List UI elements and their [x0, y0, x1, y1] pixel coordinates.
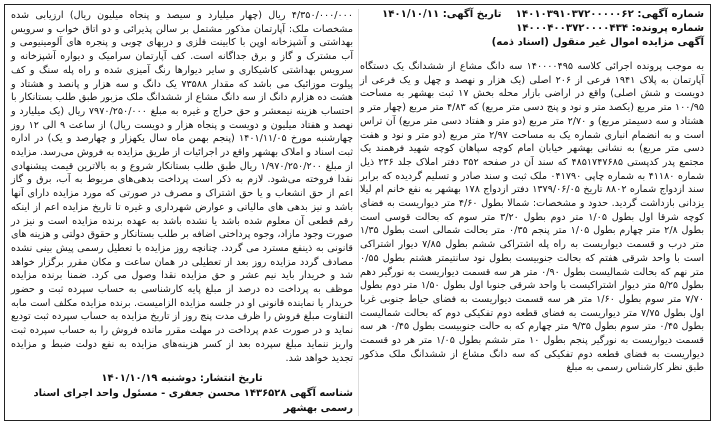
ad-number: ۱۴۰۱۰۳۹۱۰۳۷۲۰۰۰۰۰۶۲: [515, 9, 634, 20]
publish-date-label: تاریخ انتشار:: [199, 373, 263, 385]
auction-notice: [4, 4, 711, 421]
notice-header: [364, 8, 704, 50]
ad-date-label: تاریخ آگهی:: [442, 9, 502, 20]
right-column-text: به موجب پرونده اجرائی کلاسه ۱۴۰۰۰۰۴۹۵ سه دانگ مشاع از ششدانگ یک دستگاه آپارتمان به پلاک ۱۹۴۱ فرعی از ۲۰۶ اصلی (یک هزار و نهصد و چهل و یک فرعی از دویست و شش اصلی) واقع در اراضی بازار محله بخش ۱۷ ثبت بهشهر به مساحت ۱۰۰/۹۵ متر مربع (یکصد متر و نود و پنج دسی متر مربع) که ۴/۸۳ متر مربع (چهار متر و هشتاد و سه دسیمتر مربع) و ۲/۷۰ متر مربع (دو متر و هفتاد دسی متر مربع) آن تراس است و به انضمام انباری شماره یک به مساحت ۲/۹۷ متر مربع (دو متر و نود و هفت دسی متر مربع) به نشانی بهشهر خیابان امام کوچه سپاهان کوچه شهید فرهمند یک مجتمع پدر کدپستی ۴۸۵۱۷۴۷۶۸۵ که سند آن در صفحه ۳۵۲ دفتر املاک جلد ۲۳۶ ذیل شماره ۴۱۱۸۰ به شماره چاپی ۰۴۱۷۹۰ ملک ثبت و سند صادر و تسلیم گردیده که برابر سند ازدواج شماره ۸۸۰۲ تاریخ ۱۳۷۹/۰۶/۰۵ دفتر ازدواج ۱۷۸ بهشهر به نفع خانم ام لیلا یزدانی بازداشت گردید. حدود و مشخصات: شمالا بطول ۴/۶۰ متر دیواریست به فضای کوچه شرقا اول بطول ۱/۰۵ متر دوم بطول ۳/۲۰ متر سوم که بحالت قوسی است بطول ۲/۸ متر چهارم بطول ۱/۰۵ متر پنجم ۰/۳۵ متر بحالت شمالی است بطول ۱/۳۵ متر درب و قسمت دیواریست به راه پله اشتراکی ششم بطول ۷/۸۵ دیوار اشتراکی است با واحد شرقی هفتم که بحالت جنوبیست بطول نود سانتیمتر هشتم بطول ۰/۵۵ متر نهم که بحالت شمالیست بطول ۰/۹۰ متر هر سه قسمت دیواریست به نورگیر دهم بطول ۵/۲۵ متر دیوار اشتراکیست با واحد شرقی جنوبا اول بطول ۱/۵۰ متر دوم بطول ۷/۷۰ متر سوم بطول ۱/۶۰ متر هر سه قسمت دیواریست به فضای حیاط جنوبی غربا اول بطول ۷/۷۵ متر دیواریست به فضای قطعه دوم تفکیکی دوم که بحالت شمالیست بطول ۰/۴۵ متر سوم بطول ۹/۳۵ متر چهارم که به حالت جنوبیست بطول ۰/۴۵ هر سه قسمت دیواریست به نورگیر پنجم بطول ۱۰ متر ششم بطول ۱/۰۵ متر هر دو قسمت دیواریست به فضای قطعه دوم تفکیکی که سه دانگ مشاع از ششدانگ ملک مذکور طبق نظر کارشناس رسمی به مبلغ: [360, 61, 705, 374]
notice-title: آگهی مزایده اموال غیر منقول (اسناد ذمه): [491, 37, 704, 48]
ad-number-line: [364, 8, 704, 22]
notice-id: ۱۴۳۶۵۲۸: [243, 388, 287, 400]
publish-date-line: [11, 371, 353, 386]
ad-date: ۱۴۰۱/۱۰/۱۱: [381, 9, 440, 20]
signature-line: [11, 386, 353, 416]
file-number-line: [364, 22, 704, 36]
publish-date: دوشنبه ۱۴۰۱/۱۰/۱۹: [101, 373, 197, 385]
left-column-text: ۴/۳۵۰/۰۰۰/۰۰۰ ریال (چهار میلیارد و سیصد و پنجاه میلیون ریال) ارزیابی شده مشخصات ملک: آپارتمان مذکور مشتمل بر سالن پذیرائی و دو اتاق خواب و سرویس بهداشتی و آشپزخانه اوپن با کابینت فلزی و دربهای چوبی و پنجره های آلومینیومی و آب مشترک و گاز و برق جداگانه است. کف آپارتمان سرامیک و دیواره آشپزخانه و سرویس بهداشتی کاشیکاری و سایر دیوارها رنگ آمیزی شده و راه پله سنگ و کف پیلوت موزائیک می باشد که مقدار ۷۳۵۸۸ یک دانگ و سه هزار و پانصد و هشتاد و هشت ده هزارم دانگ از سه دانگ مشاع از ششدانگ ملک مزبور طبق طلب بستانکار با احتساب هزینه نیمعشر و حق حراج و غیره به مبلغ ۷۹۷۰/۲۵۰/۰۰۰ ریال (یک میلیارد و نهصد و هفتاد میلیون و دویست و پنجاه هزار و دویست ریال) از ساعت ۹ الی ۱۲ روز چهارشنبه مورخ ۱۴۰۱/۱۱/۰۵ (پنجم بهمن ماه سال یکهزار و چهارصد و یک) در اداره ثبت اسناد و املاک بهشهر واقع در اجرائیات از طریق مزایده به فروش می‌رسد. مزایده از مبلغ ۱/۹۷۰/۲۵۰/۲۰۰ ریال طبق طلب بستانکار شروع و به بالاترین قیمت پیشنهادی نقدا فروخته می‌شود. لازم به ذکر است پرداخت بدهی‌های مربوط به آب، برق و گاز اعم از حق انشعاب و یا حق اشتراک و مصرف در صورتی که مورد مزایده دارای آنها باشد و نیز بدهی های مالیاتی و عوارض شهرداری و غیره تا تاریخ مزایده اعم از اینکه رقم قطعی آن معلوم شده باشد یا نشده باشد به عهده برنده مزایده است و نیز در صورت وجود مازاد، وجوه پرداختی اضافه بر طلب بستانکار و حقوق دولتی و هزینه های قانونی به ذینفع مسترد می گردد. چنانچه روز مزایده با تعطیل رسمی پیش بینی نشده مصادف گردد مزایده روز بعد از تعطیلی در همان ساعت و مکان مقرر برگزار خواهد شد و خریدار باید نیم عشر و حق مزایده نقدا وصول می کرد. ضمنا برنده مزایده موظف به پرداخت ده درصد از مبلغ پایه کارشناسی به حساب سپرده ثبت و حضور خریدار یا نماینده قانونی او در جلسه مزایده الزامیست. برنده مزایده مکلف است مابه التفاوت مبلغ فروش را ظرف مدت پنج روز از تاریخ مزایده به حساب سپرده ثبت تودیع نماید و در صورت عدم پرداخت در مهلت مقرر مانده فروش را به حساب سپرده ثبت واریز ننماید مبلغ سپرده بعد از کسر هزینه‌های مزایده به نفع دولت ضبط و مزایده تجدید خواهد شد.: [11, 10, 354, 364]
signer: محسن جعفری - مسئول واحد اجرای اسناد رسمی بهشهر: [33, 388, 353, 415]
body-right-column: [360, 60, 704, 375]
body-left-column: [11, 9, 353, 416]
column-divider: [358, 9, 359, 416]
notice-footer: [11, 371, 353, 416]
notice-id-label: شناسه آگهی: [289, 388, 353, 400]
ad-number-label: شماره آگهی:: [637, 9, 704, 20]
file-number: ۱۴۰۰۰۴۰۰۳۷۲۰۰۰۰۴۳۴: [516, 23, 629, 34]
file-number-label: شماره پرونده:: [631, 23, 704, 34]
